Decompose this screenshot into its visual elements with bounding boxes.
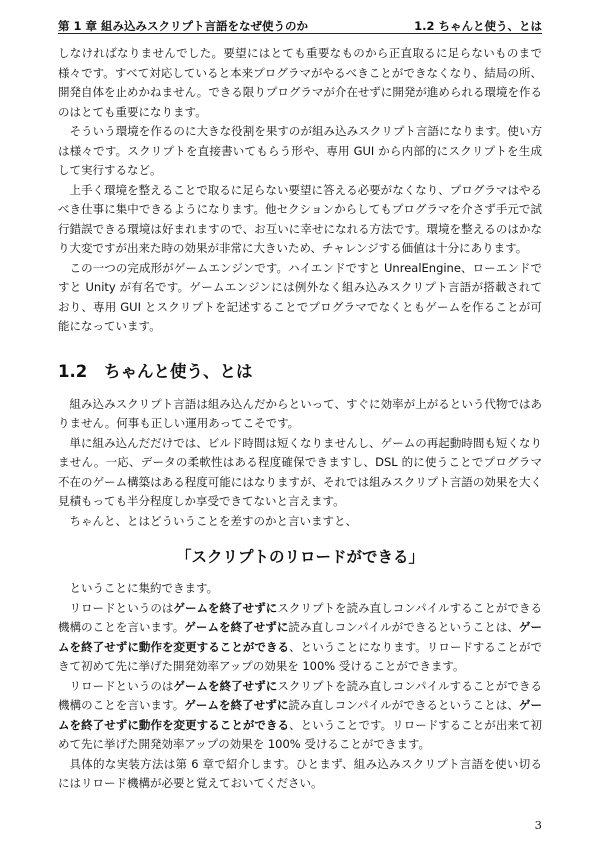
section-paragraph-2: 単に組み込んだだけでは、ビルド時間は短くなりませんし、ゲームの再起動時間も短くなりません。一応、データの柔軟性はある程度確保できますし、DSL 的に使うことでプログラマ不在のゲーム構築はある程度可能にはなりますが、それでは組みスクリプト言語の効果を大く見積もっても半分程度しか享受できてないと言えます。 (58, 435, 542, 508)
text-run: 、ということです。リロードすることが出来て初めて先に挙げた開発効率アップの効果を 100% 受けることができます。 (58, 717, 543, 751)
bold-run: ゲームを終了せずに (184, 620, 289, 634)
text-run: リロードというのは (69, 678, 174, 693)
text-run: スクリプトを読み直しコンパイルすることができる機構のことを言います。 (58, 600, 542, 634)
intro-paragraph-1: しなければなりませんでした。要望にはとても重要なものから正直取るに足らないものまで様々です。すべて対応していると本来プログラマがやるべきことができなくなり、結局の所、開発自体を止めかねません。できる限りプログラマが介在せずに開発が進められる環境を作るのはとても重要になります。 (58, 46, 542, 119)
section-paragraph-3: ちゃんと、とはどういうことを差すのかと言いますと、 (69, 513, 357, 528)
section-paragraph-7: 具体的な実装方法は第 6 章で紹介します。ひとまず、組み込みスクリプト言語を使い切るにはリロード機構が必要と覚えておいてください。 (58, 756, 542, 790)
header-section-title: 1.2 ちゃんと使う、とは (414, 19, 542, 33)
intro-paragraph-3: 上手く環境を整えることで取るに足らない要望に答える必要がなくなり、プログラマはやるべき仕事に集中できるようになります。他セクションからしてもプログラマを介さず手元で試行錯誤できる環境は好まれますので、お互いに幸せになれる方法です。環境を整えるのはかなり大変ですが出来た時の効果が非常に大きいため、チャレンジする価値は十分にあります。 (58, 182, 542, 255)
header-rule (58, 33, 542, 34)
bold-run: ゲームを終了せずに (173, 600, 278, 615)
bold-run: ゲームを終了せずに動作を変更することができる (58, 620, 542, 654)
page-number: 3 (534, 818, 542, 832)
text-run: 読み直しコンパイルができるということは、 (288, 698, 519, 712)
section-number: 1.2 (58, 361, 88, 381)
section-paragraph-1: 組み込みスクリプト言語は組み込んだからといって、すぐに効率が上がるという代物ではありません。何事も正しい運用あってこそです。 (58, 396, 542, 430)
bold-run: ゲームを終了せずに動作を変更することができる (58, 698, 542, 732)
bold-run: ゲームを終了せずに (184, 698, 289, 712)
section-paragraph-5 (58, 599, 542, 677)
section-title: ちゃんと使う、とは (104, 361, 253, 381)
bold-run: ゲームを終了せずに (173, 678, 278, 693)
callout-heading: 「スクリプトのリロードができる」 (175, 548, 424, 566)
text-run: スクリプトを読み直しコンパイルすることができる機構のことを言います。 (58, 678, 542, 712)
intro-paragraph-2: そういう環境を作るのに大きな役割を果すのが組み込みスクリプト言語になります。使い方は様々です。スクリプトを直接書いてもらう形や、専用 GUI から内部的にスクリプトを生成して実行するなど。 (58, 124, 542, 177)
section-paragraph-6 (58, 677, 542, 755)
text-run: 、ということになります。リロードすることができて初めて先に挙げた開発効率アップの効果を 100% 受けることができます。 (58, 639, 543, 673)
text-run: リロードというのは (69, 600, 174, 615)
section-paragraph-4: ということに集約できます。 (69, 581, 219, 595)
page-body (58, 44, 542, 794)
text-run: 読み直しコンパイルができるということは、 (288, 620, 519, 634)
section-heading (58, 357, 542, 387)
header-chapter-title: 第 1 章 組み込みスクリプト言語をなぜ使うのか (58, 19, 309, 33)
intro-paragraph-4: この一つの完成形がゲームエンジンです。ハイエンドですと UnrealEngine、ローエンドですと Unity が有名です。ゲームエンジンには例外なく組み込みスクリプト言語が搭載されており、専用 GUI とスクリプトを記述することでプログラマでなくともゲームを作ることが可能になっています。 (58, 260, 542, 333)
running-header (58, 9, 542, 33)
